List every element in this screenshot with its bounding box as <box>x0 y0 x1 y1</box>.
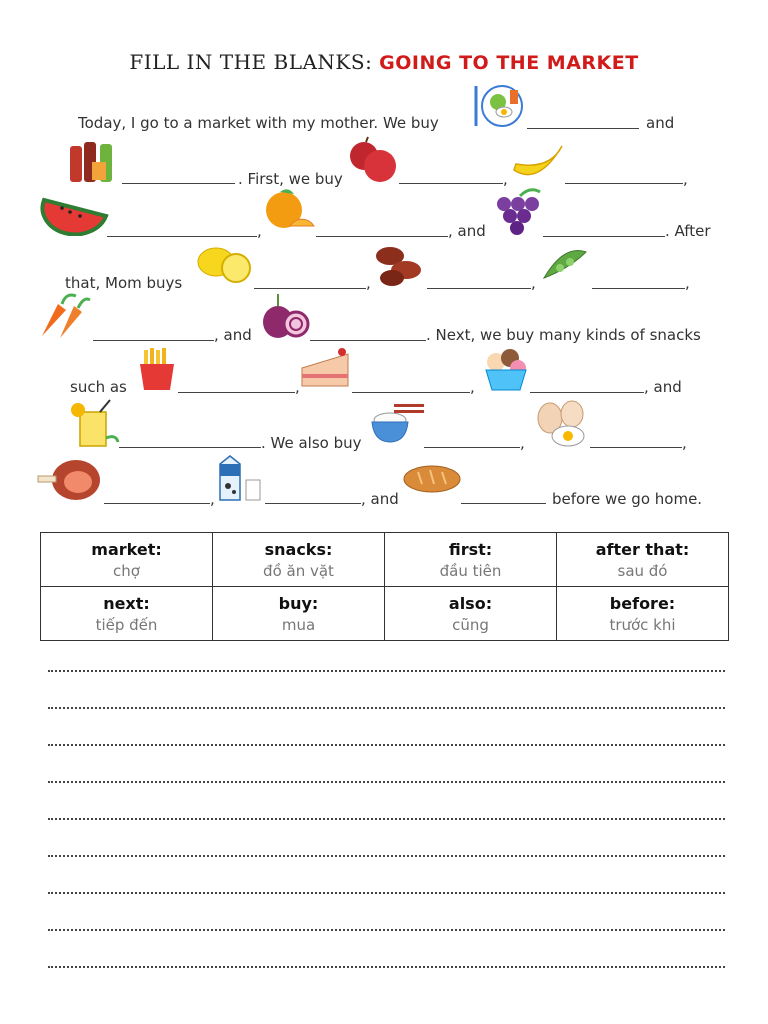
ham-icon <box>36 454 104 504</box>
cake-icon <box>300 346 352 392</box>
vocab-cell <box>213 533 385 587</box>
passage-text: , and <box>214 326 252 344</box>
vocab-vietnamese: cũng <box>452 615 489 634</box>
ice-cream-icon <box>482 342 530 394</box>
blank[interactable] <box>565 183 683 184</box>
blank[interactable] <box>592 288 685 289</box>
passage-text: . First, we buy <box>238 170 343 188</box>
writing-line[interactable] <box>48 892 725 894</box>
title-prefix: FILL IN THE BLANKS: <box>129 50 373 74</box>
writing-line[interactable] <box>48 855 725 857</box>
passage-text: , and <box>644 378 682 396</box>
writing-line[interactable] <box>48 744 725 746</box>
passage-text: . Next, we buy many kinds of snacks <box>426 326 701 344</box>
passage-text: , and <box>448 222 486 240</box>
vocab-vietnamese: chợ <box>113 561 140 580</box>
vocab-vietnamese: mua <box>281 615 316 634</box>
passage-text: , <box>295 378 300 396</box>
vocab-vietnamese: sau đó <box>617 561 668 580</box>
passage-text: , <box>366 274 371 292</box>
grapes-icon <box>490 186 546 238</box>
rice-bowl-icon <box>368 400 426 446</box>
passage-text: , <box>520 434 525 452</box>
vocab-english: buy: <box>278 593 319 613</box>
blank[interactable] <box>424 447 520 448</box>
passage-text: , <box>503 170 508 188</box>
passage-text: , <box>210 490 215 508</box>
passage-text: , <box>683 170 688 188</box>
vocab-cell <box>213 587 385 641</box>
vocab-english: snacks: <box>264 539 333 559</box>
milk-icon <box>216 454 266 504</box>
blank[interactable] <box>104 503 210 504</box>
blank[interactable] <box>254 288 366 289</box>
bread-icon <box>402 462 462 496</box>
onion-icon <box>260 292 312 342</box>
writing-line[interactable] <box>48 707 725 709</box>
vocab-vietnamese: trước khi <box>609 615 676 634</box>
blank[interactable] <box>530 392 644 393</box>
blank[interactable] <box>122 183 235 184</box>
passage-text: such as <box>70 378 127 396</box>
peas-icon <box>540 244 590 284</box>
title-topic: GOING TO THE MARKET <box>379 52 639 74</box>
vocab-cell <box>557 587 729 641</box>
vocab-vietnamese: đầu tiên <box>439 561 502 580</box>
writing-line[interactable] <box>48 781 725 783</box>
vocab-english: market: <box>91 539 162 559</box>
vocab-cell <box>385 587 557 641</box>
vocab-cell <box>41 587 213 641</box>
passage-text: , <box>685 274 690 292</box>
vocab-cell <box>385 533 557 587</box>
table-row <box>41 533 729 587</box>
beans-icon <box>372 240 428 290</box>
vocab-english: also: <box>448 593 493 613</box>
blank[interactable] <box>93 340 214 341</box>
blank[interactable] <box>178 392 295 393</box>
blank[interactable] <box>427 288 531 289</box>
fries-icon <box>136 346 178 392</box>
orange-icon <box>262 186 318 238</box>
vocab-english: after that: <box>595 539 690 559</box>
vocab-vietnamese: đồ ăn vặt <box>263 561 334 580</box>
passage-text: , <box>257 222 262 240</box>
vocab-english: before: <box>609 593 676 613</box>
page-title <box>0 50 768 74</box>
passage-text: , <box>470 378 475 396</box>
passage-text: . We also buy <box>261 434 362 452</box>
soda-bottles-icon <box>66 134 120 184</box>
watermelon-icon <box>40 190 110 236</box>
banana-icon <box>510 140 566 184</box>
blank[interactable] <box>399 183 503 184</box>
blank[interactable] <box>527 128 639 129</box>
vocab-cell <box>557 533 729 587</box>
carrots-icon <box>36 290 92 342</box>
table-row <box>41 587 729 641</box>
passage-text: . After <box>665 222 711 240</box>
blank[interactable] <box>543 236 665 237</box>
writing-line[interactable] <box>48 966 725 968</box>
passage-text: , and <box>361 490 399 508</box>
passage-text: Today, I go to a market with my mother. We buy <box>78 114 439 132</box>
writing-line[interactable] <box>48 670 725 672</box>
passage-text: that, Mom buys <box>65 274 183 292</box>
vocab-vietnamese: tiếp đến <box>95 615 158 634</box>
vocab-cell <box>41 533 213 587</box>
apples-icon <box>346 136 402 186</box>
blank[interactable] <box>590 447 682 448</box>
blank[interactable] <box>310 340 426 341</box>
blank[interactable] <box>107 236 257 237</box>
blank[interactable] <box>265 503 361 504</box>
passage-text: and <box>646 114 675 132</box>
vocab-english: next: <box>103 593 150 613</box>
meal-icon <box>470 78 530 130</box>
lemon-icon <box>194 240 254 286</box>
writing-line[interactable] <box>48 818 725 820</box>
vocab-english: first: <box>448 539 493 559</box>
writing-line[interactable] <box>48 929 725 931</box>
passage-text: , <box>531 274 536 292</box>
blank[interactable] <box>352 392 470 393</box>
blank[interactable] <box>316 236 448 237</box>
juice-icon <box>70 398 122 450</box>
eggs-icon <box>534 398 590 450</box>
passage-text: before we go home. <box>552 490 703 508</box>
blank[interactable] <box>119 447 261 448</box>
passage-text: , <box>682 434 687 452</box>
blank[interactable] <box>461 503 546 504</box>
vocabulary-table <box>40 532 729 641</box>
